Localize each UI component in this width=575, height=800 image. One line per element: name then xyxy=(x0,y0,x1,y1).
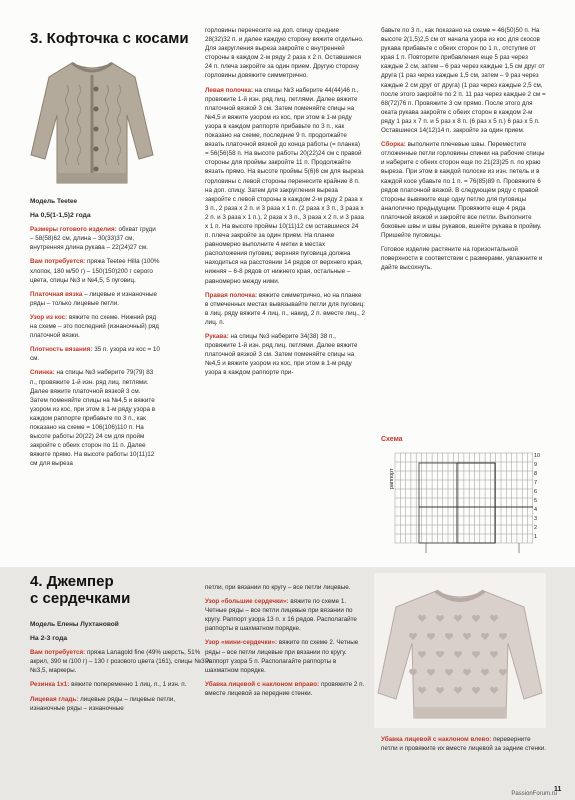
chart-row-label: 4 xyxy=(534,507,538,513)
sizes-text: обхват груди – 58(58)62 см, длина – 30(33)37 см, внутренняя длина рукава – 22(24)27 см. xyxy=(30,226,156,252)
age-line: На 0,5(1-1,5)2 года xyxy=(30,212,91,220)
section2-title-line1: 4. Джемпер xyxy=(30,573,114,590)
left-front-text: на спицы №3 наберите 44(44)46 п., провяжите 1-й изн. ряд лиц. петлями. Далее вяжите платочной вязкой 3 см. Затем поменяйте спицы на №4,5 и вяжите узором из кос, при этом в 1-м ряду узора в каждом раппорте прибавьте по 3 п., как показано на схеме, последние 9 п. продолжайте вязать платочной вязкой до конца работы (= планка) = 56(56)58 п. На высоте работы 20(22)24 см с правой стороны для проймы закройте 11 п. Продолжайте вязать прямо. На высоте проймы 5(6)6 см для выреза горловины с левой стороны перенесите крайние 8 п. на доп. спицу. Затем для закругления выреза закройте с левой стороны в каждом 2-м ряду 2 раза х 3 п., 2 раза х 2 п. и 3 раза х 1 п. (2 раза х 3 п., 3 раза х 2 п. и 3 раза х 1 п.), 2 раза х 3 п., 3 раза х 2 п. и 3 раза х 1 п. На высоте проймы 10(11)12 см оставшиеся 24 п. плеча закройте за один прием. На планке равномерно выполните 4 метки в местах расположения пуговиц: верхняя пуговица должна находиться на расстоянии 14 рядов от верхнего края, нижняя – 6-8 рядов от нижнего края, остальные – равномерно между ними. xyxy=(205,86,365,285)
chart-row-label: 6 xyxy=(534,489,538,495)
materials-label: Вам потребуется: xyxy=(30,258,86,266)
chart-side-label: раппорт xyxy=(389,468,395,489)
pattern-text: вяжите по схеме. Нижний ряд на схеме – это последний (изнаночный) ряд платочной вязки. xyxy=(30,313,159,340)
chart-row-label: 10 xyxy=(534,453,541,459)
site-folio: PassionForum.ru xyxy=(511,791,557,797)
section2-col1 xyxy=(30,620,210,718)
chart-row-label: 7 xyxy=(534,480,538,486)
page-number: 11 xyxy=(554,786,562,793)
stockinette-label: Лицевая гладь: xyxy=(30,695,79,703)
col3-paragraph: бавьте по 3 п., как показано на схеме = 46(50)50 п. На высоте 2(1,5)2,5 см от начала узора из кос для скосов рукава прибавьте с обеих сторон по 1 п., отступив от края 1 п. Повторите прибавления еще 5 раз через каждые 2 см, затем – 6 раз через каждые 1,5 см друг от друга (1 раз через каждые 1,5 см, затем – 9 раз через каждые 2 см друг от друга) (1 раз через каждые 2,5 см, после этого закройте по 2 п. 11 раз через каждые 2 см = 68(72)76 п. Провяжите 3 см прямо. После этого для оката рукава закройте с обеих сторон в каждом 2-м ряду 1 раз х 7 п. и 5 раз х 8 п. (6 раз х 5 п.) 6 раз х 5 п. Оставшиеся 14(12)14 п. закройте за один прием. xyxy=(381,27,546,135)
minihearts-label: Узор «мини-сердечки»: xyxy=(205,639,278,647)
back-label: Спинка: xyxy=(30,369,55,377)
assembly-label: Сборка: xyxy=(381,141,406,149)
section2-col3 xyxy=(381,735,546,758)
jumper-photo xyxy=(374,573,546,728)
s2-materials-label: Вам потребуется: xyxy=(30,649,86,657)
section2-title-line2: с сердечками xyxy=(30,590,131,607)
minihearts-text: вяжите по схеме 2. Четные ряды – все петли лицевые при вязании по кругу. Раппорт узора 5 п. Располагайте раппорты в шахматном порядке. xyxy=(205,639,359,674)
sleeve-label: Рукава: xyxy=(205,333,229,340)
s2-age-line: На 2-3 года xyxy=(30,635,68,643)
section2-col2 xyxy=(205,583,367,703)
stockinette-text: лицевые ряды – лицевые петли, изнаночные ряды – изнаночные xyxy=(30,695,176,712)
s2-col2-paragraph: петли, при вязании по кругу – все петли лицевые. xyxy=(205,584,351,591)
chart-row-labels xyxy=(534,452,540,542)
garter-label: Платочная вязка xyxy=(30,290,83,298)
materials-text: пряжа Teetee Hilla (100% хлопок, 180 м/50 г) – 150(150)200 г серого цвета, спицы №3 и №4,5, 5 пуговиц. xyxy=(30,258,160,284)
chart-row-label: 8 xyxy=(534,471,538,477)
s2-materials-text: пряжа Lanagold fine (49% шерсть, 51% акрил, 390 м /100 г) – 130 г розового цвета (161), спицы №3 и №3,5, маркеры. xyxy=(30,649,210,675)
col2-paragraph: горловины перенесите на доп. спицу средние 28(32)32 п. и далее каждую сторону вяжите отдельно. Для закругления выреза закройте с внутренней стороны в каждом 2-м ряду 2 раза х 2 п. Оставшиеся 24 п. плеча закройте за один прием. Другую сторону горловины довяжите симметрично. xyxy=(205,27,364,80)
s2-model-line: Модель Елены Лухтановой xyxy=(30,621,119,628)
section1-col2 xyxy=(205,26,365,382)
bighearts-label: Узор «большие сердечки»: xyxy=(205,598,289,606)
chart-row-label: 3 xyxy=(534,516,538,522)
right-front-label: Правая полочка: xyxy=(205,291,258,299)
right-front-text: вяжите симметрично, но на планке в отмеченных местах вывязывайте петли для пуговиц: в лиц. ряду вяжите 4 лиц. п., накид, 2 п. вместе лиц., 2 лиц. п. xyxy=(205,291,365,326)
assembly-text: выполните плечевые швы. Переместите отложенные петли горловины спинки на рабочие спицы и наберите с обеих сторон еще по 21(23)25 п. по краю выреза. При этом в каждой полоске из изн. петель и в каждой косе убавьте по 1 п. = 76(85)89 п. Провяжите 6 рядов платочной вязкой. В следующем ряду с правой стороны вывяжите еще одну петлю для пуговицы аналогично предыдущим. Провяжите еще 4 ряда платочной вязкой и закройте все петли. Выполните боковые швы и швы рукавов, вшейте рукава в пройму. Пришейте пуговицы. xyxy=(381,141,545,240)
back-text: на спицы №3 наберите 79(79) 83 п., провяжите 1-й изн. ряд лиц. петлями. Далее вяжите платочной вязкой 3 см. Затем поменяйте спицы на №4,5 и вяжите узором из кос, при этом в 1-м ряду узора в каждом раппорте прибавьте по 3 п., как показано на схеме = 106(106)110 п. На высоте работы 20(22) 24 см для пройм закройте с обеих сторон по 11 п. Далее вяжите прямо. На высоте работы 10(11)12 см для выреза xyxy=(30,369,156,468)
sleeve-text: на спицы №3 наберите 34(38) 38 п., провяжите 1-й изн. ряд лиц. петлями. Далее вяжите платочной вязкой 3 см. Затем поменяйте спицы на №4,5 и вяжите узором из кос, при этом в 1-м ряду узора в каждом раппорте при- xyxy=(205,333,358,377)
finish-text: Готовое изделие растяните на горизонтальной поверхности в соответствии с размерами, увлажните и дайте высохнуть. xyxy=(381,246,543,272)
section2-title xyxy=(30,573,130,607)
dec-left-label: Убавка лицевой с наклоном влево: xyxy=(381,736,492,743)
sizes-label: Размеры готового изделия: xyxy=(30,226,117,234)
pattern-label: Узор из кос: xyxy=(30,313,68,321)
dec-right-label: Убавка лицевой с наклоном вправо: xyxy=(205,680,320,688)
section1-col1 xyxy=(30,197,160,473)
cardigan-photo xyxy=(27,55,157,190)
density-label: Плотность вязания: xyxy=(30,346,93,354)
rib-text: вяжите попеременно 1 лиц. п., 1 изн. п. xyxy=(71,681,187,689)
garter-text: – лицевые и изнаночные ряды – только лицевые петли. xyxy=(30,290,157,307)
knitting-chart xyxy=(381,449,541,564)
chart-row-label: 5 xyxy=(534,498,538,504)
chart-row-label: 1 xyxy=(534,534,538,540)
section1-col3 xyxy=(381,26,546,277)
model-line: Модель Teetee xyxy=(30,198,78,205)
chart-row-label: 2 xyxy=(534,525,538,531)
dec-right-text: провяжите 2 п. вместе лицевой за передние стенки. xyxy=(205,680,365,697)
chart-title: Схема xyxy=(381,436,403,443)
density-text: 35 п. узора из кос = 10 см. xyxy=(30,346,160,363)
bighearts-text: вяжите по схеме 1. Четные ряды – все петли лицевые при вязании по кругу. Раппорт узора 13 п. х 16 рядов. Располагайте раппорты в шахматном порядке. xyxy=(205,598,357,633)
left-front-label: Левая полочка: xyxy=(205,86,254,94)
section1-title: 3. Кофточка с косами xyxy=(30,30,189,47)
dec-left-text: переверните петли и провяжите их вместе лицевой за задние стенки. xyxy=(381,736,546,753)
rib-label: Резинка 1х1: xyxy=(30,681,70,689)
chart-row-label: 9 xyxy=(534,462,538,468)
